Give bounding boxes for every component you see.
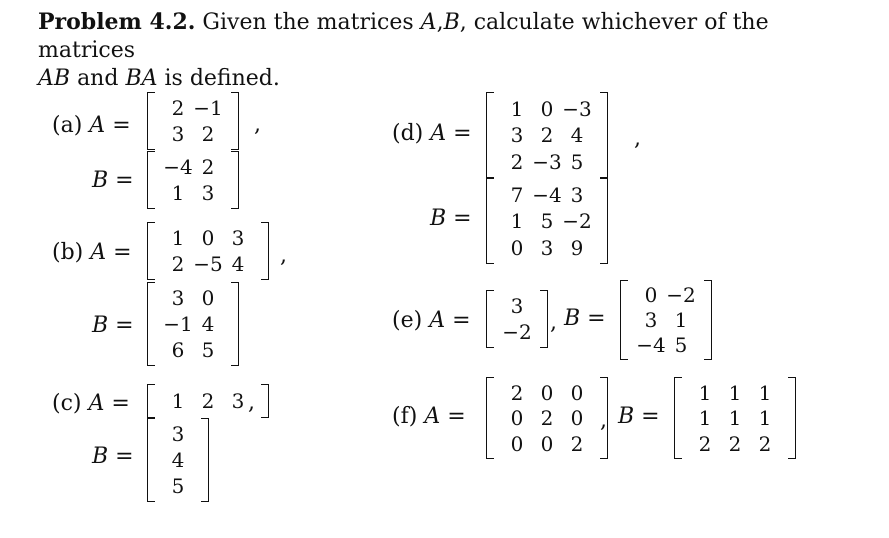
matrix-entry: 0 xyxy=(570,380,584,405)
matrix-entry: 0 xyxy=(570,406,584,430)
matrix-entry: 1 xyxy=(758,380,772,405)
matrix-entry: 1 xyxy=(674,308,688,332)
matrix-entries xyxy=(494,290,540,348)
matrix-entries xyxy=(494,377,600,459)
matrix-entry: 2 xyxy=(570,431,584,456)
matrix-entry: 4 xyxy=(201,312,215,336)
matrix-entry: 0 xyxy=(510,235,524,260)
matrix-entry: 1 xyxy=(171,389,185,413)
matrix-entry: −2 xyxy=(666,283,696,307)
equals: = xyxy=(115,313,134,338)
part-c-B-label xyxy=(92,444,134,469)
var-a: A xyxy=(88,391,105,416)
matrix-entry: 3 xyxy=(201,181,215,205)
matrix-entry: 3 xyxy=(171,422,185,446)
matrix-entry: 1 xyxy=(171,181,185,205)
var-a: A xyxy=(430,121,447,146)
matrix-entry: −4 xyxy=(163,155,193,179)
matrix-entries xyxy=(682,377,788,459)
matrix-entry: 0 xyxy=(201,286,215,310)
part-a-A-label xyxy=(52,113,131,138)
matrix-entries xyxy=(155,282,231,366)
equals: = xyxy=(112,113,131,138)
matrix-entry: 3 xyxy=(570,182,584,207)
matrix-entry: 5 xyxy=(201,338,215,362)
problem-number: Problem 4.2. xyxy=(38,9,196,35)
comma: , xyxy=(254,112,261,137)
equals: = xyxy=(447,404,466,429)
part-b-B-label xyxy=(92,313,134,338)
title-text-2: , calculate whichever of the matrices xyxy=(38,10,769,63)
title-comma: , xyxy=(436,10,444,35)
equals: = xyxy=(453,206,472,231)
right-bracket xyxy=(231,282,239,366)
equals: = xyxy=(111,391,130,416)
part-f-A-label xyxy=(392,404,466,429)
title-ba: BA xyxy=(125,66,158,91)
matrix-entry: −2 xyxy=(562,209,592,233)
matrix-entry: 5 xyxy=(540,209,554,233)
right-bracket xyxy=(261,384,269,418)
matrix xyxy=(674,377,796,459)
right-bracket xyxy=(261,222,269,280)
matrix-entry: 4 xyxy=(171,448,185,472)
matrix-entry: 1 xyxy=(728,406,742,430)
matrix-entry: 5 xyxy=(570,149,584,174)
matrix-entry: 9 xyxy=(570,235,584,260)
matrix-entry: 2 xyxy=(201,122,215,146)
matrix-entry: −5 xyxy=(193,252,223,276)
part-label: (e) xyxy=(392,308,423,333)
matrix-entry: 2 xyxy=(728,431,742,456)
left-bracket xyxy=(674,377,682,459)
matrix-entry: 0 xyxy=(510,406,524,430)
var-b: B xyxy=(92,313,109,338)
matrix xyxy=(486,377,608,459)
matrix-entry: 3 xyxy=(644,308,658,332)
equals: = xyxy=(113,240,132,265)
matrix-entries xyxy=(155,151,231,209)
matrix-entry: 0 xyxy=(201,226,215,250)
title-and: and xyxy=(77,66,119,91)
matrix-entry: 7 xyxy=(510,182,524,207)
part-label: (c) xyxy=(52,391,82,416)
comma: , xyxy=(634,126,641,151)
matrix xyxy=(486,290,548,348)
matrix xyxy=(147,222,269,280)
matrix-entry: −1 xyxy=(193,96,223,120)
matrix-entry: 2 xyxy=(171,252,185,276)
matrix-entry: −3 xyxy=(562,96,592,121)
matrix-entry: 3 xyxy=(510,123,524,147)
title-var-a: A xyxy=(420,10,437,35)
matrix-entry: 2 xyxy=(510,149,524,174)
matrix-entry: 3 xyxy=(540,235,554,260)
left-bracket xyxy=(147,384,155,418)
right-bracket xyxy=(201,418,209,502)
comma: , xyxy=(248,390,255,415)
left-bracket xyxy=(620,280,628,360)
right-bracket xyxy=(600,92,608,178)
comma: , xyxy=(600,408,607,433)
equals: = xyxy=(453,121,472,146)
part-b-A-label xyxy=(52,240,132,265)
part-d-B-label xyxy=(430,206,472,231)
matrix xyxy=(147,282,239,366)
matrix-entry: 2 xyxy=(540,406,554,430)
right-bracket xyxy=(540,290,548,348)
matrix-entry: 3 xyxy=(171,286,185,310)
title-ab: AB xyxy=(38,66,71,91)
var-a: A xyxy=(424,404,441,429)
comma: , xyxy=(280,243,287,268)
var-b: B xyxy=(92,168,109,193)
matrix-entry: 4 xyxy=(570,123,584,147)
matrix-entry: −4 xyxy=(532,182,562,207)
matrix-entry: 0 xyxy=(540,431,554,456)
equals: = xyxy=(587,306,606,331)
part-e-B-label xyxy=(564,306,606,331)
matrix-entry: 1 xyxy=(758,406,772,430)
equals: = xyxy=(115,168,134,193)
part-a-B-label xyxy=(92,168,134,193)
matrix-entry: 3 xyxy=(231,226,245,250)
matrix-entry: 0 xyxy=(540,380,554,405)
matrix-entry: 3 xyxy=(231,389,245,413)
matrix-entry: 2 xyxy=(171,96,185,120)
var-b: B xyxy=(430,206,447,231)
var-b: B xyxy=(92,444,109,469)
matrix-entry: 0 xyxy=(540,96,554,121)
matrix-entry: 5 xyxy=(171,474,185,498)
matrix-entry: −1 xyxy=(163,312,193,336)
matrix-entry: 2 xyxy=(201,389,215,413)
title-text-3: is defined. xyxy=(164,66,280,91)
matrix-entries xyxy=(155,384,261,418)
left-bracket xyxy=(486,290,494,348)
matrix-entry: 2 xyxy=(201,155,215,179)
right-bracket xyxy=(231,151,239,209)
matrix-entry: 0 xyxy=(644,283,658,307)
part-label: (d) xyxy=(392,121,424,146)
left-bracket xyxy=(147,92,155,150)
matrix-entry: 1 xyxy=(171,226,185,250)
matrix-entry: 2 xyxy=(698,431,712,456)
matrix xyxy=(620,280,712,360)
matrix-entry: 1 xyxy=(698,406,712,430)
part-e-A-label xyxy=(392,308,471,333)
problem-title xyxy=(38,8,858,93)
equals: = xyxy=(641,404,660,429)
matrix-entries xyxy=(494,178,600,264)
right-bracket xyxy=(231,92,239,150)
left-bracket xyxy=(147,418,155,502)
matrix xyxy=(486,178,608,264)
matrix-entry: 1 xyxy=(510,96,524,121)
var-a: A xyxy=(429,308,446,333)
left-bracket xyxy=(486,377,494,459)
matrix-entry: 2 xyxy=(540,123,554,147)
matrix-entry: 2 xyxy=(758,431,772,456)
matrix-entry: 4 xyxy=(231,252,245,276)
left-bracket xyxy=(147,151,155,209)
matrix-entry: −2 xyxy=(502,320,532,344)
var-b: B xyxy=(618,404,635,429)
matrix-entry: 3 xyxy=(171,122,185,146)
part-d-A-label xyxy=(392,121,472,146)
left-bracket xyxy=(147,222,155,280)
matrix-entries xyxy=(155,92,231,150)
matrix-entry: 3 xyxy=(510,294,524,318)
right-bracket xyxy=(704,280,712,360)
part-label: (b) xyxy=(52,240,84,265)
left-bracket xyxy=(147,282,155,366)
title-text: Given the matrices xyxy=(202,10,414,35)
matrix-entry: −4 xyxy=(636,333,666,357)
var-b: B xyxy=(564,306,581,331)
title-var-b: B xyxy=(443,10,460,35)
matrix xyxy=(147,418,209,502)
matrix-entry: 1 xyxy=(698,380,712,405)
var-a: A xyxy=(90,240,107,265)
part-f-B-label xyxy=(618,404,660,429)
matrix-entries xyxy=(494,92,600,178)
matrix xyxy=(486,92,608,178)
part-c-A-label xyxy=(52,391,130,416)
matrix-entries xyxy=(628,280,704,360)
matrix-entry: 1 xyxy=(728,380,742,405)
matrix xyxy=(147,151,239,209)
part-label: (f) xyxy=(392,404,418,429)
matrix-entry: 0 xyxy=(510,431,524,456)
left-bracket xyxy=(486,178,494,264)
matrix-entry: −3 xyxy=(532,149,562,174)
var-a: A xyxy=(89,113,106,138)
equals: = xyxy=(115,444,134,469)
equals: = xyxy=(452,308,471,333)
part-label: (a) xyxy=(52,113,83,138)
right-bracket xyxy=(600,178,608,264)
matrix-entry: 1 xyxy=(510,209,524,233)
matrix-entries xyxy=(155,222,261,280)
matrix xyxy=(147,92,239,150)
left-bracket xyxy=(486,92,494,178)
right-bracket xyxy=(788,377,796,459)
matrix-entry: 5 xyxy=(674,333,688,357)
matrix-entry: 6 xyxy=(171,338,185,362)
comma: , xyxy=(550,310,557,335)
matrix-entry: 2 xyxy=(510,380,524,405)
matrix-entries xyxy=(155,418,201,502)
